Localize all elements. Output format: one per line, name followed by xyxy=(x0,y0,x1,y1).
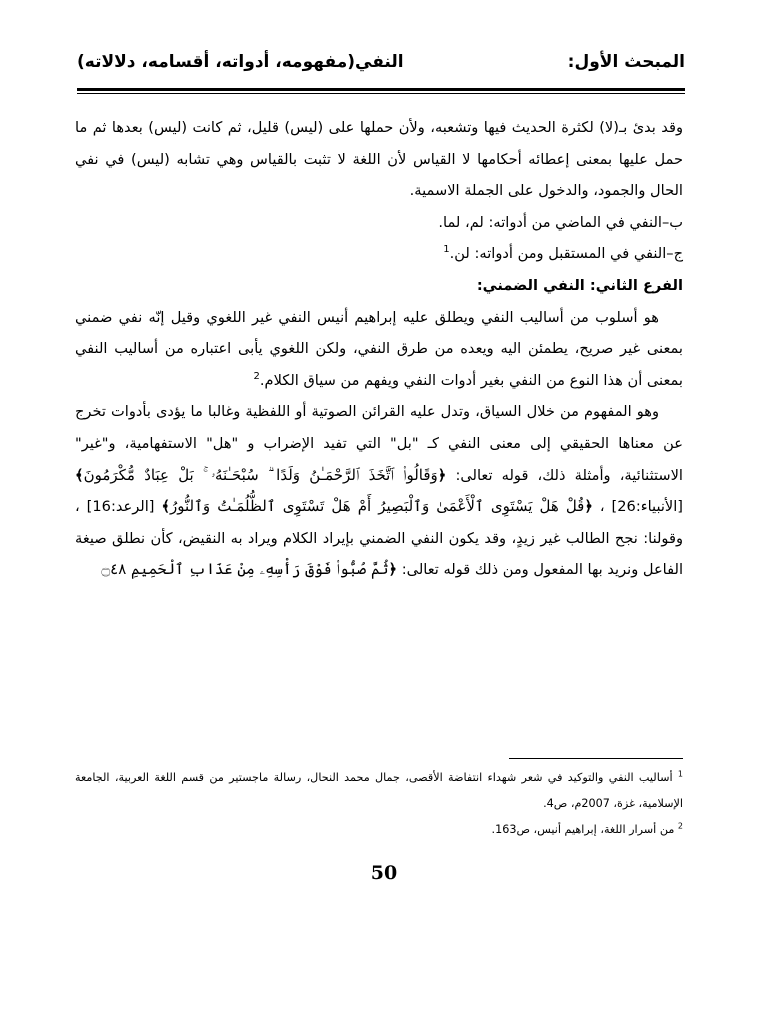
quran-verse: وَقَالُوا۟ ٱتَّخَذَ ٱلرَّحْمَـٰنُ وَلَدًا ۗ سُبْحَـٰنَهُۥ ۚ بَلْ عِبَادٌ مُّكْرَمُونَ xyxy=(83,465,438,484)
body-text xyxy=(75,112,683,586)
footnote-divider xyxy=(509,758,683,759)
header-divider-thin xyxy=(77,93,685,94)
verse-citation: [الأنبياء:26] xyxy=(611,498,683,516)
quran-bracket-open: ﴿ xyxy=(437,466,447,484)
quran-verse: قُلْ هَلْ يَسْتَوِى ٱلْأَعْمَىٰ وَٱلْبَصِيرُ أَمْ هَلْ تَسْتَوِى ٱلظُّلُمَـٰتُ وَٱلنُّورُ xyxy=(170,497,585,516)
paragraph: ج–النفي في المستقبل ومن أدواته: لن.$^1$ xyxy=(443,244,683,263)
quran-bracket-open: ﴿ xyxy=(584,498,593,516)
paragraph: هو أسلوب من أساليب النفي ويطلق عليه إبراهيم أنيس النفي غير اللغوي وقيل إنّه نفي ضمني بمعنى غير صريح، يطمئن اليه ويعده من طرق النفي، ولكن اللغوي يأبى اعتباره من أساليب النفي بمعنى أن هذا النوع من النفي بغير أدوات النفي ويفهم من سياق الكلام.$^2$ xyxy=(75,308,683,389)
section-heading: الفرع الثاني: النفي الضمني: xyxy=(476,276,683,294)
quran-verse: ثُمَّ صُبُّوا۟ فَوْقَ رَأْسِهِۦ مِنْ عَذَابِ ٱلْحَمِيمِ ۝٤٨ xyxy=(101,560,389,579)
footnote: $^1$ أساليب النفي والتوكيد في شعر شهداء انتفاضة الأقصى، جمال محمد النحال، رسالة ماجستير من قسم اللغة العربية، الجامعة الإسلامية، غزة، 2007م، ص4. xyxy=(75,769,683,810)
header-divider xyxy=(77,88,685,91)
quran-bracket-close: ﴾ xyxy=(161,498,171,516)
paragraph: وقد بدئ بـ(لا) لكثرة الحديث فيها وتشعبه، ولأن حملها على (ليس) قليل، ثم كانت (ليس) بعدها ثم ما حمل عليها بمعنى إعطائه أحكامها لا القياس لأن اللغة لا تثبت بالقياس وهي تشابه (ليس) في نفي الحال والجمود، والدخول على الجملة الاسمية. xyxy=(75,119,683,200)
footnote-number: 1 xyxy=(677,769,683,779)
footnotes xyxy=(75,765,683,843)
page-number: 50 xyxy=(370,862,398,884)
quran-bracket-close: ﴾ xyxy=(75,466,84,484)
footnote-number: 2 xyxy=(677,821,683,831)
footnote-reference[interactable]: 2 xyxy=(253,370,260,382)
header-section-title: المبحث الأول: xyxy=(567,52,685,72)
paragraph: ب–النفي في الماضي من أدواته: لم، لما. xyxy=(438,213,683,231)
running-header xyxy=(77,44,685,80)
header-topic-title: النفي(مفهومه، أدواته، أقسامه، دلالاته) xyxy=(77,52,404,72)
quran-bracket-open: ﴿ xyxy=(388,561,398,579)
paragraph: وهو المفهوم من خلال السياق، وتدل عليه القرائن الصوتية أو اللفظية وغالبا ما يؤدى بأدوات تخرج عن معناها الحقيقي إلى معنى النفي كـ "بل" التي تفيد الإضراب و "هل" الاستفهامية، و"غير" الاستثنائية، وأمثلة ذلك، قوله تعالى: ﴿وَقَالُوا۟ ٱتَّخَذَ ٱلرَّحْمَـٰنُ وَلَدًا ۗ سُبْحَـٰنَهُۥ ۚ بَلْ عِبَادٌ مُّكْرَمُونَ﴾ [الأنبياء:26] ، ﴿قُلْ هَلْ يَسْتَوِى ٱلْأَعْمَىٰ وَٱلْبَصِيرُ أَمْ هَلْ تَسْتَوِى ٱلظُّلُمَـٰتُ وَٱلنُّورُ﴾ [الرعد:16] ، وقولنا: نجح الطالب غير زيدٍ، وقد يكون النفي الضمني بإيراد الكلام ويراد به النقيض، كأن نطلق صيغة الفاعل ونريد بها المفعول ومن ذلك قوله تعالى: ﴿ثُمَّ صُبُّوا۟ فَوْقَ رَأْسِهِۦ مِنْ عَذَابِ ٱلْحَمِيمِ ۝٤٨ xyxy=(75,403,683,579)
footnote: $^2$ من أسرار اللغة، إبراهيم أنيس، ص163. xyxy=(491,821,683,836)
verse-citation: [الرعد:16] xyxy=(86,498,155,516)
footnote-reference[interactable]: 1 xyxy=(443,244,450,256)
